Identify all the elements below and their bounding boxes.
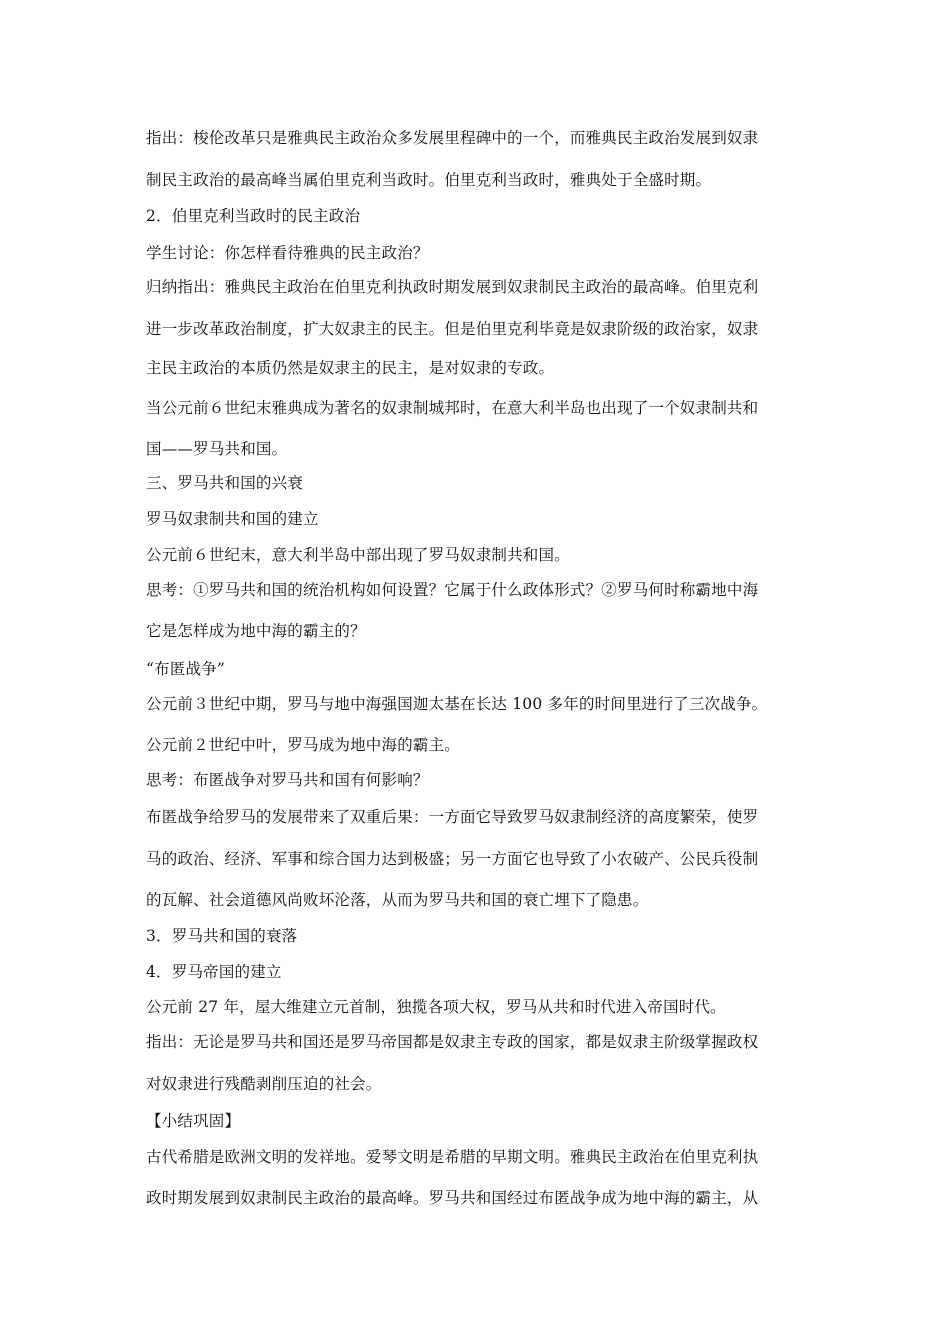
- document-page: [146, 0, 806, 1344]
- text-line: 思考：①罗马共和国的统治机构如何设置？它属于什么政体形式？②罗马何时称霸地中海: [146, 581, 759, 599]
- summary-heading: 【小结巩固】: [146, 1112, 241, 1130]
- text-line: 国——罗马共和国。: [146, 440, 288, 458]
- text-line: 公元前６世纪末，意大利半岛中部出现了罗马奴隶制共和国。: [146, 546, 570, 564]
- text-line: 公元前２世纪中叶，罗马成为地中海的霸主。: [146, 736, 461, 754]
- text-line: 思考：布匿战争对罗马共和国有何影响？: [146, 771, 429, 789]
- text-line: 指出：无论是罗马共和国还是罗马帝国都是奴隶主专政的国家，都是奴隶主阶级掌握政权: [146, 1033, 759, 1051]
- text-line: 它是怎样成为地中海的霸主的？: [146, 622, 366, 640]
- text-line: 进一步改革政治制度，扩大奴隶主的民主。但是伯里克利毕竟是奴隶阶级的政治家，奴隶: [146, 320, 759, 338]
- text-line: 马的政治、经济、军事和综合国力达到极盛；另一方面它也导致了小农破产、公民兵役制: [146, 850, 759, 868]
- text-line: 学生讨论：你怎样看待雅典的民主政治？: [146, 244, 429, 262]
- text-line: 归纳指出：雅典民主政治在伯里克利执政时期发展到奴隶制民主政治的最高峰。伯里克利: [146, 278, 759, 296]
- text-line: 指出：梭伦改革只是雅典民主政治众多发展里程碑中的一个，而雅典民主政治发展到奴隶: [146, 129, 759, 147]
- text-line: 公元前 27 年，屋大维建立元首制，独揽各项大权，罗马从共和时代进入帝国时代。: [146, 998, 726, 1016]
- subsection-heading: “布匿战争”: [146, 660, 226, 678]
- subsection-heading: 罗马奴隶制共和国的建立: [146, 510, 319, 528]
- text-line: 古代希腊是欧洲文明的发祥地。爱琴文明是希腊的早期文明。雅典民主政治在伯里克利执: [146, 1148, 759, 1166]
- text-line: 当公元前６世纪末雅典成为著名的奴隶制城邦时，在意大利半岛也出现了一个奴隶制共和: [146, 399, 759, 417]
- text-line: 公元前３世纪中期，罗马与地中海强国迦太基在长达 100 多年的时间里进行了三次战争。: [146, 695, 768, 713]
- text-line: 制民主政治的最高峰当属伯里克利当政时。伯里克利当政时，雅典处于全盛时期。: [146, 171, 712, 189]
- section-heading: 三、罗马共和国的兴衰: [146, 474, 304, 492]
- text-line: 政时期发展到奴隶制民主政治的最高峰。罗马共和国经过布匿战争成为地中海的霸主，从: [146, 1189, 759, 1207]
- section-heading: 2．伯里克利当政时的民主政治: [146, 207, 361, 225]
- section-heading: 3．罗马共和国的衰落: [146, 927, 298, 945]
- text-line: 对奴隶进行残酷剥削压迫的社会。: [146, 1075, 382, 1093]
- text-line: 的瓦解、社会道德风尚败坏沦落，从而为罗马共和国的衰亡埋下了隐患。: [146, 891, 649, 909]
- section-heading: 4．罗马帝国的建立: [146, 963, 282, 981]
- text-line: 主民主政治的本质仍然是奴隶主的民主，是对奴隶的专政。: [146, 359, 555, 377]
- text-line: 布匿战争给罗马的发展带来了双重后果：一方面它导致罗马奴隶制经济的高度繁荣，使罗: [146, 808, 759, 826]
